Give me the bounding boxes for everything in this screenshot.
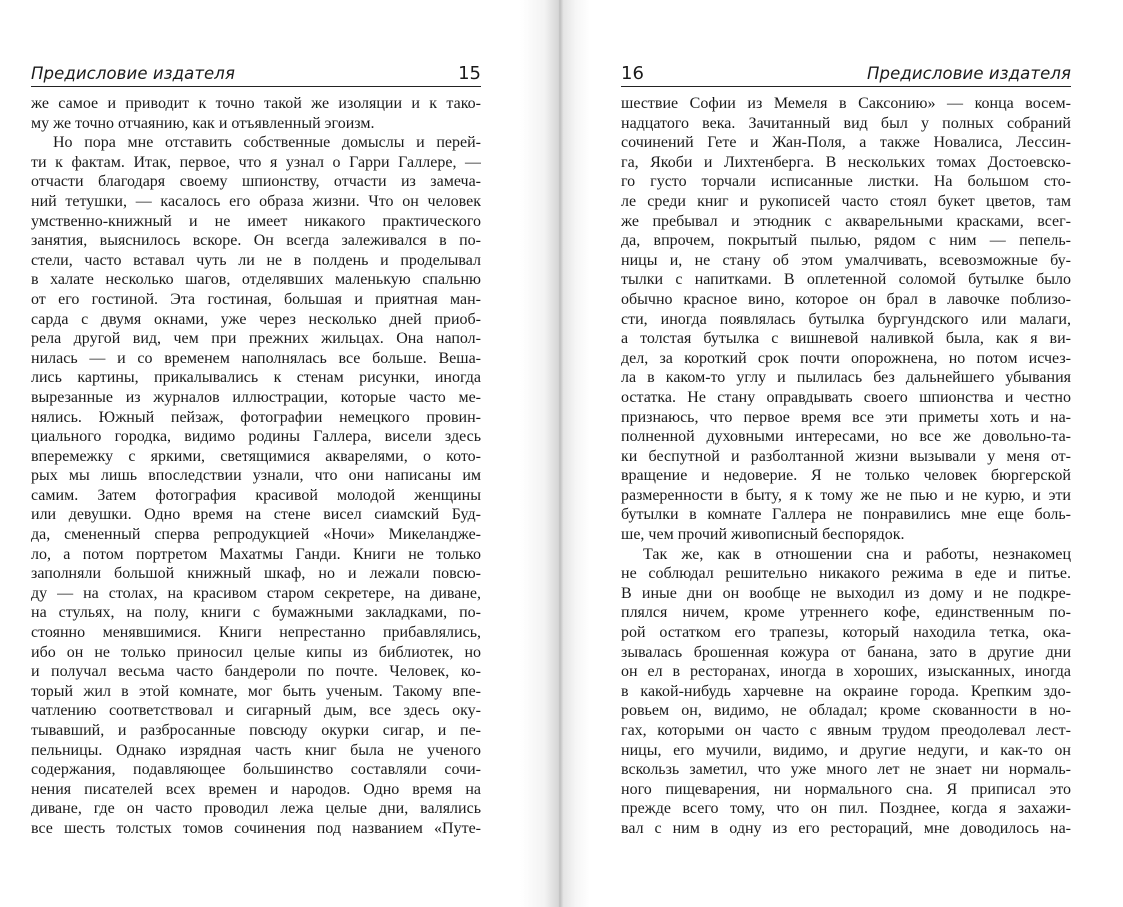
- page-body-text: [31, 94, 481, 839]
- text-line: признаюсь, что первое время все эти приметы хоть и на-: [621, 408, 1071, 426]
- text-line: бутылки в комнате Галлера не понравились мне еще боль-: [621, 506, 1071, 524]
- text-line: ло, а потом портретом Махатмы Ганди. Книги не только: [31, 545, 481, 563]
- text-line: гах, которыми он часто с явным трудом преодолевал лест-: [621, 722, 1071, 739]
- page-body-text: [621, 94, 1071, 839]
- text-line: заполняли большой книжный шкаф, но и лежали повсю-: [31, 565, 481, 583]
- running-header-title: Предисловие издателя: [867, 64, 1071, 83]
- text-line: на стульях, на полу, книги с бумажными закладками, по-: [31, 604, 481, 622]
- text-line: тывавший, и разбросанные повсюду окурки сигар, и пе-: [31, 722, 481, 739]
- text-line: занятия, выяснилось вскоре. Он всегда залеживался в по-: [31, 232, 481, 250]
- text-line: лись картины, прикалывались к стенам рисунки, иногда: [31, 369, 481, 387]
- text-line: надцатого века. Зачитанный вид был у полных собраний: [621, 114, 1071, 132]
- text-line: да, смененный сперва репродукцией «Ночи» Микеландже-: [31, 526, 481, 544]
- text-line: ницы и, не стану об этом умалчивать, всевозможные бу-: [621, 251, 1071, 269]
- text-line: диване, где он часто проводил лежа целые дни, валялись: [31, 800, 481, 818]
- text-line: го густо торчали исписанные листки. На большом сто-: [621, 173, 1071, 191]
- text-line: вращение и недоверие. Я не только человек бюргерской: [621, 467, 1071, 485]
- text-line: зывалась брошенная кожура от банана, зато в другие дни: [621, 643, 1071, 661]
- text-line: рых мы лишь впоследствии узнали, что они написаны им: [31, 467, 481, 485]
- text-line: да, впрочем, покрытый пылью, рядом с ним — пепель-: [621, 232, 1071, 250]
- text-line: нения писателей всех времен и народов. Одно время на: [31, 780, 481, 798]
- text-line: размеренности в быту, я к тому же не пью и не курю, и эти: [621, 486, 1071, 504]
- text-line: сарда с двумя окнами, уже через несколько дней приоб-: [31, 310, 481, 328]
- text-line: торый жил в этой комнате, мог быть ученым. Такому впе-: [31, 682, 481, 700]
- page-left: [31, 0, 481, 907]
- text-line: от его гостиной. Эта гостиная, большая и приятная ман-: [31, 290, 481, 308]
- text-line: плялся ничем, кроме утреннего кофе, единственным по-: [621, 604, 1071, 622]
- text-line: в какой-нибудь харчевне на окраине города. Крепким здо-: [621, 682, 1071, 700]
- text-line: вал с ним в одну из его рестораций, мне доводилось на-: [621, 819, 1071, 837]
- text-line: вырезанные из журналов иллюстрации, которые часто ме-: [31, 388, 481, 406]
- text-line: ки беспутной и разболтанной жизни вызывали у меня от-: [621, 447, 1071, 465]
- text-line: Так же, как в отношении сна и работы, незнакомец: [643, 545, 1071, 563]
- text-line: рой остатком его трапезы, который находила тетка, ока-: [621, 624, 1071, 642]
- text-line: ше, чем прочий живописный беспорядок.: [621, 526, 905, 544]
- text-line: умственно-книжный и не имеет никакого практического: [31, 212, 481, 230]
- text-line: а толстая бутылка с вишневой наливкой была, как я ви-: [621, 330, 1071, 348]
- text-line: полненной духовными интересами, но все же довольно-та-: [621, 428, 1071, 446]
- text-line: В иные дни он вообще не выходил из дому и не подкре-: [621, 584, 1071, 602]
- text-line: самим. Затем фотография красивой молодой женщины: [31, 486, 481, 504]
- text-line: шествие Софии из Мемеля в Саксонию» — конца восем-: [621, 95, 1071, 112]
- text-line: га, Якоби и Лихтенберга. В нескольких томах Достоевско-: [621, 153, 1071, 171]
- text-line: ле среди книг и рукописей часто стоял букет цветов, там: [621, 192, 1071, 210]
- text-line: ного пищеварения, ни нормального сна. Я приписал это: [621, 780, 1071, 798]
- running-header: [621, 62, 1071, 87]
- text-line: нилась — и со временем наполнялась все больше. Веша-: [31, 349, 481, 367]
- text-line: дел, за короткий срок почти опорожнена, но потом исчез-: [621, 349, 1071, 367]
- text-line: Но пора мне отставить собственные домыслы и перей-: [53, 134, 481, 152]
- text-line: ибо он не только приносил целые кипы из библиотек, но: [31, 643, 481, 661]
- text-line: ду — на столах, на красивом старом секретере, на диване,: [31, 584, 481, 602]
- text-line: не соблюдал решительно никакого режима в еде и питье.: [621, 565, 1071, 583]
- text-line: и получал весьма часто бандероли по почте. Человек, ко-: [31, 663, 481, 681]
- text-line: прежде всего тому, что он пил. Позднее, когда я захажи-: [621, 800, 1071, 818]
- text-line: ти к фактам. Итак, первое, что я узнал о Гарри Галлере, —: [31, 153, 481, 171]
- page-number: 15: [458, 63, 481, 84]
- text-line: обычно красное вино, которое он брал в лавочке поблизо-: [621, 290, 1071, 308]
- text-line: ний тетушки, — касалось его образа жизни. Что он человек: [31, 192, 481, 210]
- text-line: вперемежку с яркими, светящимися акварелями, о кото-: [31, 447, 481, 465]
- text-line: вскользь заметил, что уже много лет не знает ни нормаль-: [621, 761, 1071, 779]
- book-gutter-shadow: [520, 0, 590, 907]
- text-line: стоянно менявшимися. Книги непрестанно прибавлялись,: [31, 624, 481, 642]
- text-line: сочинений Гете и Жан-Поля, а также Новалиса, Лессин-: [621, 134, 1071, 152]
- text-line: пельницы. Однако изрядная часть книг была не ученого: [31, 741, 481, 759]
- text-line: содержания, подавляющее большинство составляли сочи-: [31, 761, 481, 779]
- running-header-title: Предисловие издателя: [31, 64, 235, 83]
- text-line: все шесть толстых томов сочинения под названием «Путе-: [31, 819, 481, 837]
- text-line: ровьем он, видимо, не обладал; кроме скованности в но-: [621, 702, 1071, 720]
- text-line: или девушки. Одно время на стене висел сиамский Буд-: [31, 506, 481, 524]
- text-line: же пребывал и этюдник с акварельными красками, всег-: [621, 212, 1071, 230]
- text-line: же самое и приводит к точно такой же изоляции и к тако-: [31, 95, 481, 112]
- page-number: 16: [621, 63, 644, 84]
- text-line: он ел в ресторанах, иногда в хороших, изысканных, иногда: [621, 663, 1071, 681]
- text-line: стели, часто вставал чуть ли не в полдень и проделывал: [31, 251, 481, 269]
- text-line: рела другой вид, чем при прежних жильцах. Она напол-: [31, 330, 481, 348]
- page-right: [621, 0, 1071, 907]
- text-line: циального городка, видимо родины Галлера, висели здесь: [31, 428, 481, 446]
- text-line: тылки с напитками. В оплетенной соломой бутылке было: [621, 271, 1071, 289]
- text-line: нялись. Южный пейзаж, фотографии немецкого провин-: [31, 408, 481, 426]
- text-line: чатлению соответствовал и сигарный дым, все здесь оку-: [31, 702, 481, 720]
- text-line: в халате несколько шагов, отделявших маленькую спальню: [31, 271, 481, 289]
- text-line: му же точно отчаянию, как и отъявленный эгоизм.: [31, 114, 375, 132]
- text-line: сти, иногда появлялась бутылка бургундского или малаги,: [621, 310, 1071, 328]
- text-line: ла в каком-то углу и пылилась без дальнейшего убывания: [621, 369, 1071, 387]
- text-line: остатка. Не стану оправдывать своего шпионства и честно: [621, 388, 1071, 406]
- text-line: отчасти благодаря своему шпионству, отчасти из замеча-: [31, 173, 481, 191]
- text-line: ницы, его мучили, видимо, и другие недуги, и как-то он: [621, 741, 1071, 759]
- running-header: [31, 62, 481, 87]
